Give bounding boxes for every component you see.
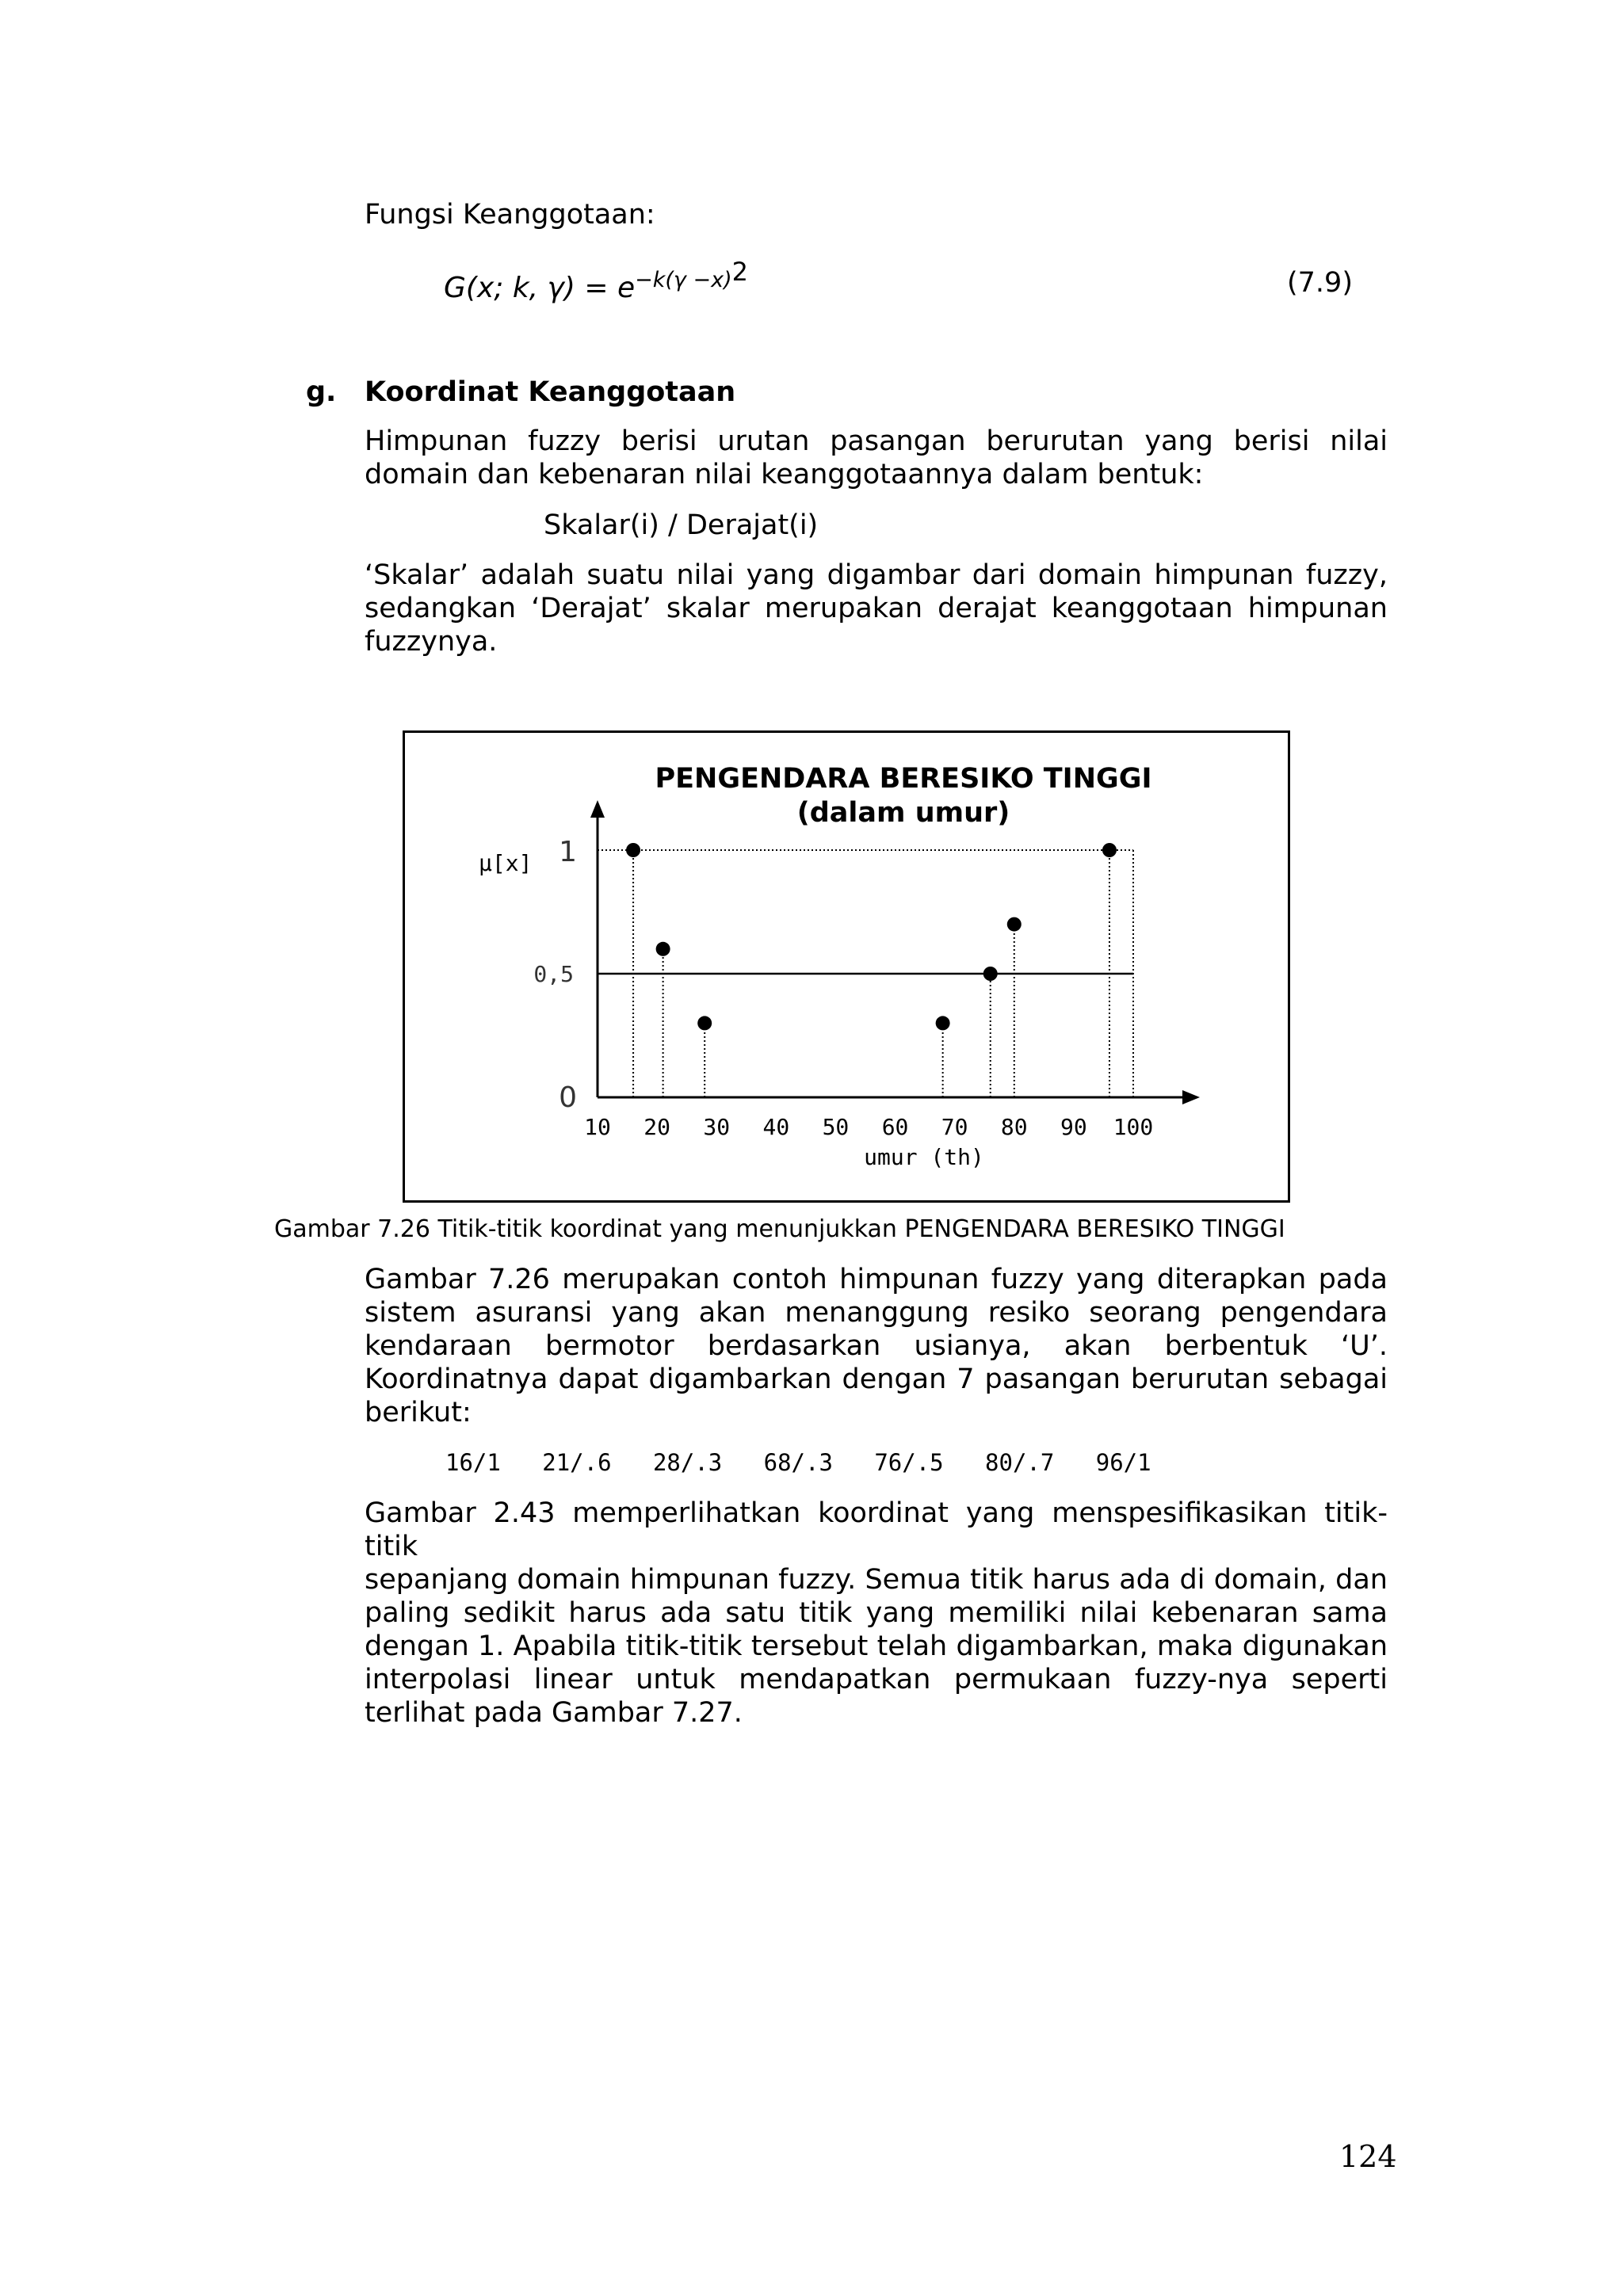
paragraph-line: dengan 1. Apabila titik-titik tersebut telah digambarkan, maka digunakan: [365, 1630, 1388, 1662]
chart-title: PENGENDARA BERESIKO TINGGI: [655, 763, 1152, 795]
x-tick-label: 90: [1060, 1114, 1087, 1140]
x-tick-label: 40: [762, 1114, 790, 1140]
coordinate-pairs: [445, 1448, 1151, 1477]
paragraph-line: fuzzynya.: [365, 626, 498, 658]
data-point: [936, 1016, 950, 1030]
x-axis-label: umur (th): [864, 1144, 984, 1170]
membership-function-label: Fungsi Keanggotaan:: [365, 199, 655, 231]
coordinate-pair: 16/1: [445, 1449, 501, 1476]
y-tick-label: 0: [559, 1081, 577, 1114]
coordinate-pair: 76/.5: [874, 1449, 944, 1476]
equation-base: e: [617, 272, 636, 304]
coordinate-pair: 21/.6: [542, 1449, 612, 1476]
x-tick-label: 70: [941, 1114, 968, 1140]
x-tick-label: 60: [881, 1114, 909, 1140]
paragraph-line: Himpunan fuzzy berisi urutan pasangan berurutan yang berisi nilai: [365, 425, 1388, 457]
chart-subtitle: (dalam umur): [796, 797, 1010, 829]
data-point: [626, 843, 640, 857]
y-tick-label: 1: [559, 836, 577, 868]
data-point: [983, 967, 998, 981]
equation-exponent-power: 2: [731, 257, 748, 287]
equation-lhs: G(x; k, γ) =: [444, 272, 609, 304]
paragraph-line: Koordinatnya dapat digambarkan dengan 7 pasangan berurutan sebagai: [365, 1363, 1388, 1395]
x-tick-label: 30: [703, 1114, 731, 1140]
x-tick-label: 50: [822, 1114, 850, 1140]
paragraph-line: paling sedikit harus ada satu titik yang memiliki nilai kebenaran sama: [365, 1597, 1388, 1629]
equation-number: (7.9): [1287, 267, 1353, 299]
x-axis-arrow-icon: [1182, 1090, 1200, 1104]
paragraph-line: kendaraan bermotor berdasarkan usianya, akan berbentuk ‘U’.: [365, 1330, 1388, 1362]
paragraph-line: ‘Skalar’ adalah suatu nilai yang digambar dari domain himpunan fuzzy,: [365, 559, 1388, 591]
paragraph-line: interpolasi linear untuk mendapatkan permukaan fuzzy-nya seperti: [365, 1664, 1388, 1695]
paragraph-line: sedangkan ‘Derajat’ skalar merupakan derajat keanggotaan himpunan: [365, 593, 1388, 624]
paragraph-line: sepanjang domain himpunan fuzzy. Semua titik harus ada di domain, dan: [365, 1564, 1388, 1596]
data-point: [1102, 843, 1117, 857]
figure-caption: Gambar 7.26 Titik-titik koordinat yang menunjukkan PENGENDARA BERESIKO TINGGI: [274, 1215, 1285, 1243]
section-letter: g.: [306, 376, 337, 408]
x-tick-label: 80: [1000, 1114, 1028, 1140]
coordinate-pair: 80/.7: [985, 1449, 1055, 1476]
data-point: [656, 942, 670, 956]
x-tick-label: 10: [584, 1114, 611, 1140]
paragraph-line: domain dan kebenaran nilai keanggotaannya dalam bentuk:: [365, 459, 1204, 490]
y-axis-label: μ[x]: [479, 850, 533, 876]
notation-format: Skalar(i) / Derajat(i): [544, 509, 819, 541]
data-point: [697, 1016, 712, 1030]
coordinate-pair: 68/.3: [763, 1449, 833, 1476]
coordinate-pair: 96/1: [1095, 1449, 1151, 1476]
coordinate-pair: 28/.3: [652, 1449, 723, 1476]
paragraph-4: [365, 1497, 1388, 1730]
paragraph-line: Gambar 2.43 memperlihatkan koordinat yang menspesifikasikan titik-titik: [365, 1497, 1388, 1562]
y-axis-arrow-icon: [590, 800, 605, 818]
y-tick-label: 0,5: [533, 961, 574, 987]
paragraph-line: Gambar 7.26 merupakan contoh himpunan fuzzy yang diterapkan pada: [365, 1264, 1388, 1295]
paragraph-line: sistem asuransi yang akan menanggung resiko seorang pengendara: [365, 1297, 1388, 1329]
equation-exponent: −k(γ −x)2: [635, 257, 748, 292]
paragraph-3: [365, 1263, 1388, 1429]
section-title: Koordinat Keanggotaan: [365, 376, 736, 408]
x-tick-label: 100: [1113, 1114, 1154, 1140]
paragraph-line: terlihat pada Gambar 7.27.: [365, 1697, 743, 1729]
x-tick-label: 20: [643, 1114, 670, 1140]
data-point: [1007, 917, 1022, 932]
page-number: 124: [1339, 2139, 1397, 2174]
paragraph-line: berikut:: [365, 1397, 472, 1428]
